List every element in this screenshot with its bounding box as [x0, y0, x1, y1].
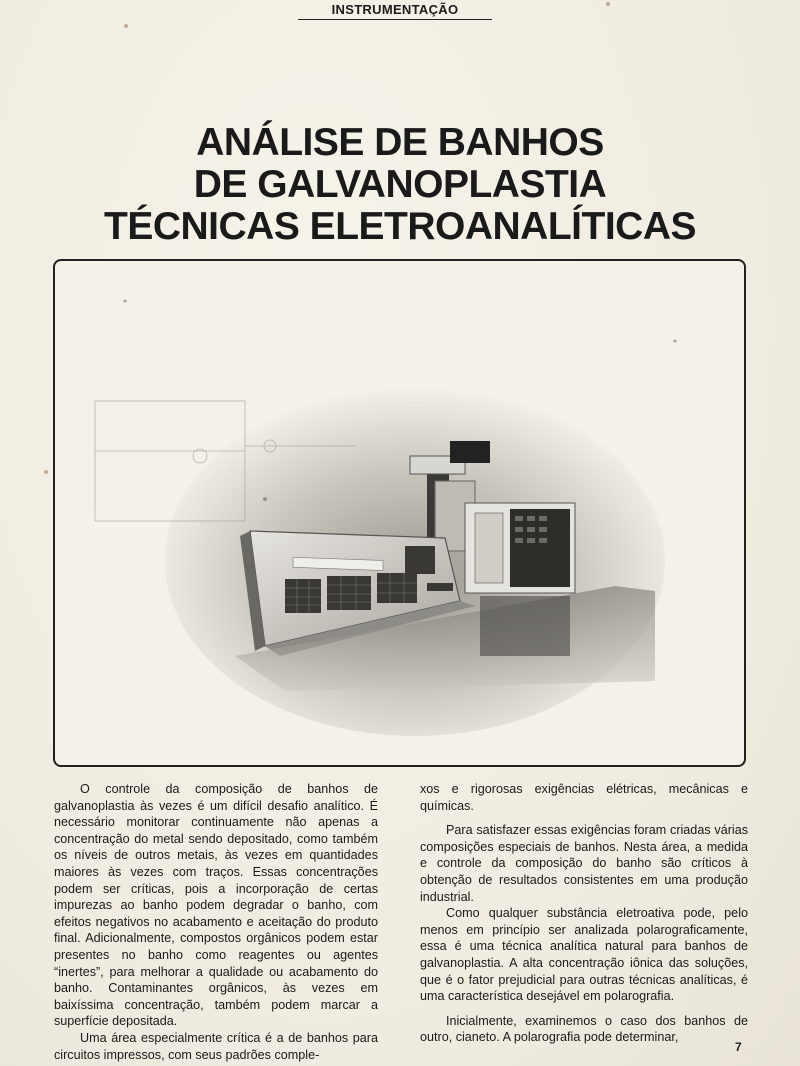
page-number: 7: [735, 1040, 742, 1054]
article-title: [60, 122, 740, 248]
paragraph-continued: xos e rigorosas exigências elétricas, mecânicas e químicas.: [420, 782, 748, 813]
text-column-right: [420, 781, 748, 1046]
title-line-2: DE GALVANOPLASTIA: [193, 163, 607, 206]
title-line-3: TÉCNICAS ELETROANALÍTICAS: [104, 205, 696, 248]
section-header: INSTRUMENTAÇÃO: [298, 2, 492, 20]
polarograph-illustration: [55, 261, 744, 765]
paragraph-1: O controle da composição de banhos de galvanoplastia às vezes é um difícil desafio analítico. É necessário monitorar continuamente não apenas a concentração do metal sendo depositado, como também os níveis de outros metais, às vezes em quantidades maiores às vezes com traços. Essas concentrações podem ser críticas, pois a incorporação de certas impurezas ao banho podem degradar o banho, com efeitos negativos no acabamento e aceitação do produto final. Adicionalmente, compostos orgânicos podem estar presentes no banho como reagentes ou agentes “inertes”, para melhorar a qualidade ou acabamento do banho. Contaminantes orgânicos, às vezes em baixíssima concentração, também podem marcar a superfície depositada.: [54, 782, 378, 1029]
paragraph-5: Inicialmente, examinemos o caso dos banhos de outro, cianeto. A polarografia pode determinar,: [420, 1013, 748, 1045]
text-column-left: [54, 781, 378, 1063]
paragraph-4: Como qualquer substância eletroativa pode, pelo menos em princípio ser analizada polarograficamente, essa é uma técnica analítica natural para banhos de galvanoplastia. A alta concentração iônica das soluções, que é o fator prejudicial para outras técnicas analíticas, é uma característica desejável em polarografia.: [420, 906, 748, 1004]
paragraph-2: Uma área especialmente crítica é a de banhos para circuitos impressos, com seus padrões comple-: [54, 1030, 378, 1062]
instrument-photo: [53, 259, 746, 767]
print-speck: [44, 470, 48, 474]
title-line-1: ANÁLISE DE BANHOS: [196, 121, 604, 164]
paragraph-3: Para satisfazer essas exigências foram criadas várias composições especiais de banhos. Nesta área, a medida e controle da composição do banho são críticos à obtenção de resultados consistentes em uma produção industrial.: [420, 823, 748, 904]
print-speck: [124, 24, 128, 28]
print-speck: [606, 2, 610, 6]
